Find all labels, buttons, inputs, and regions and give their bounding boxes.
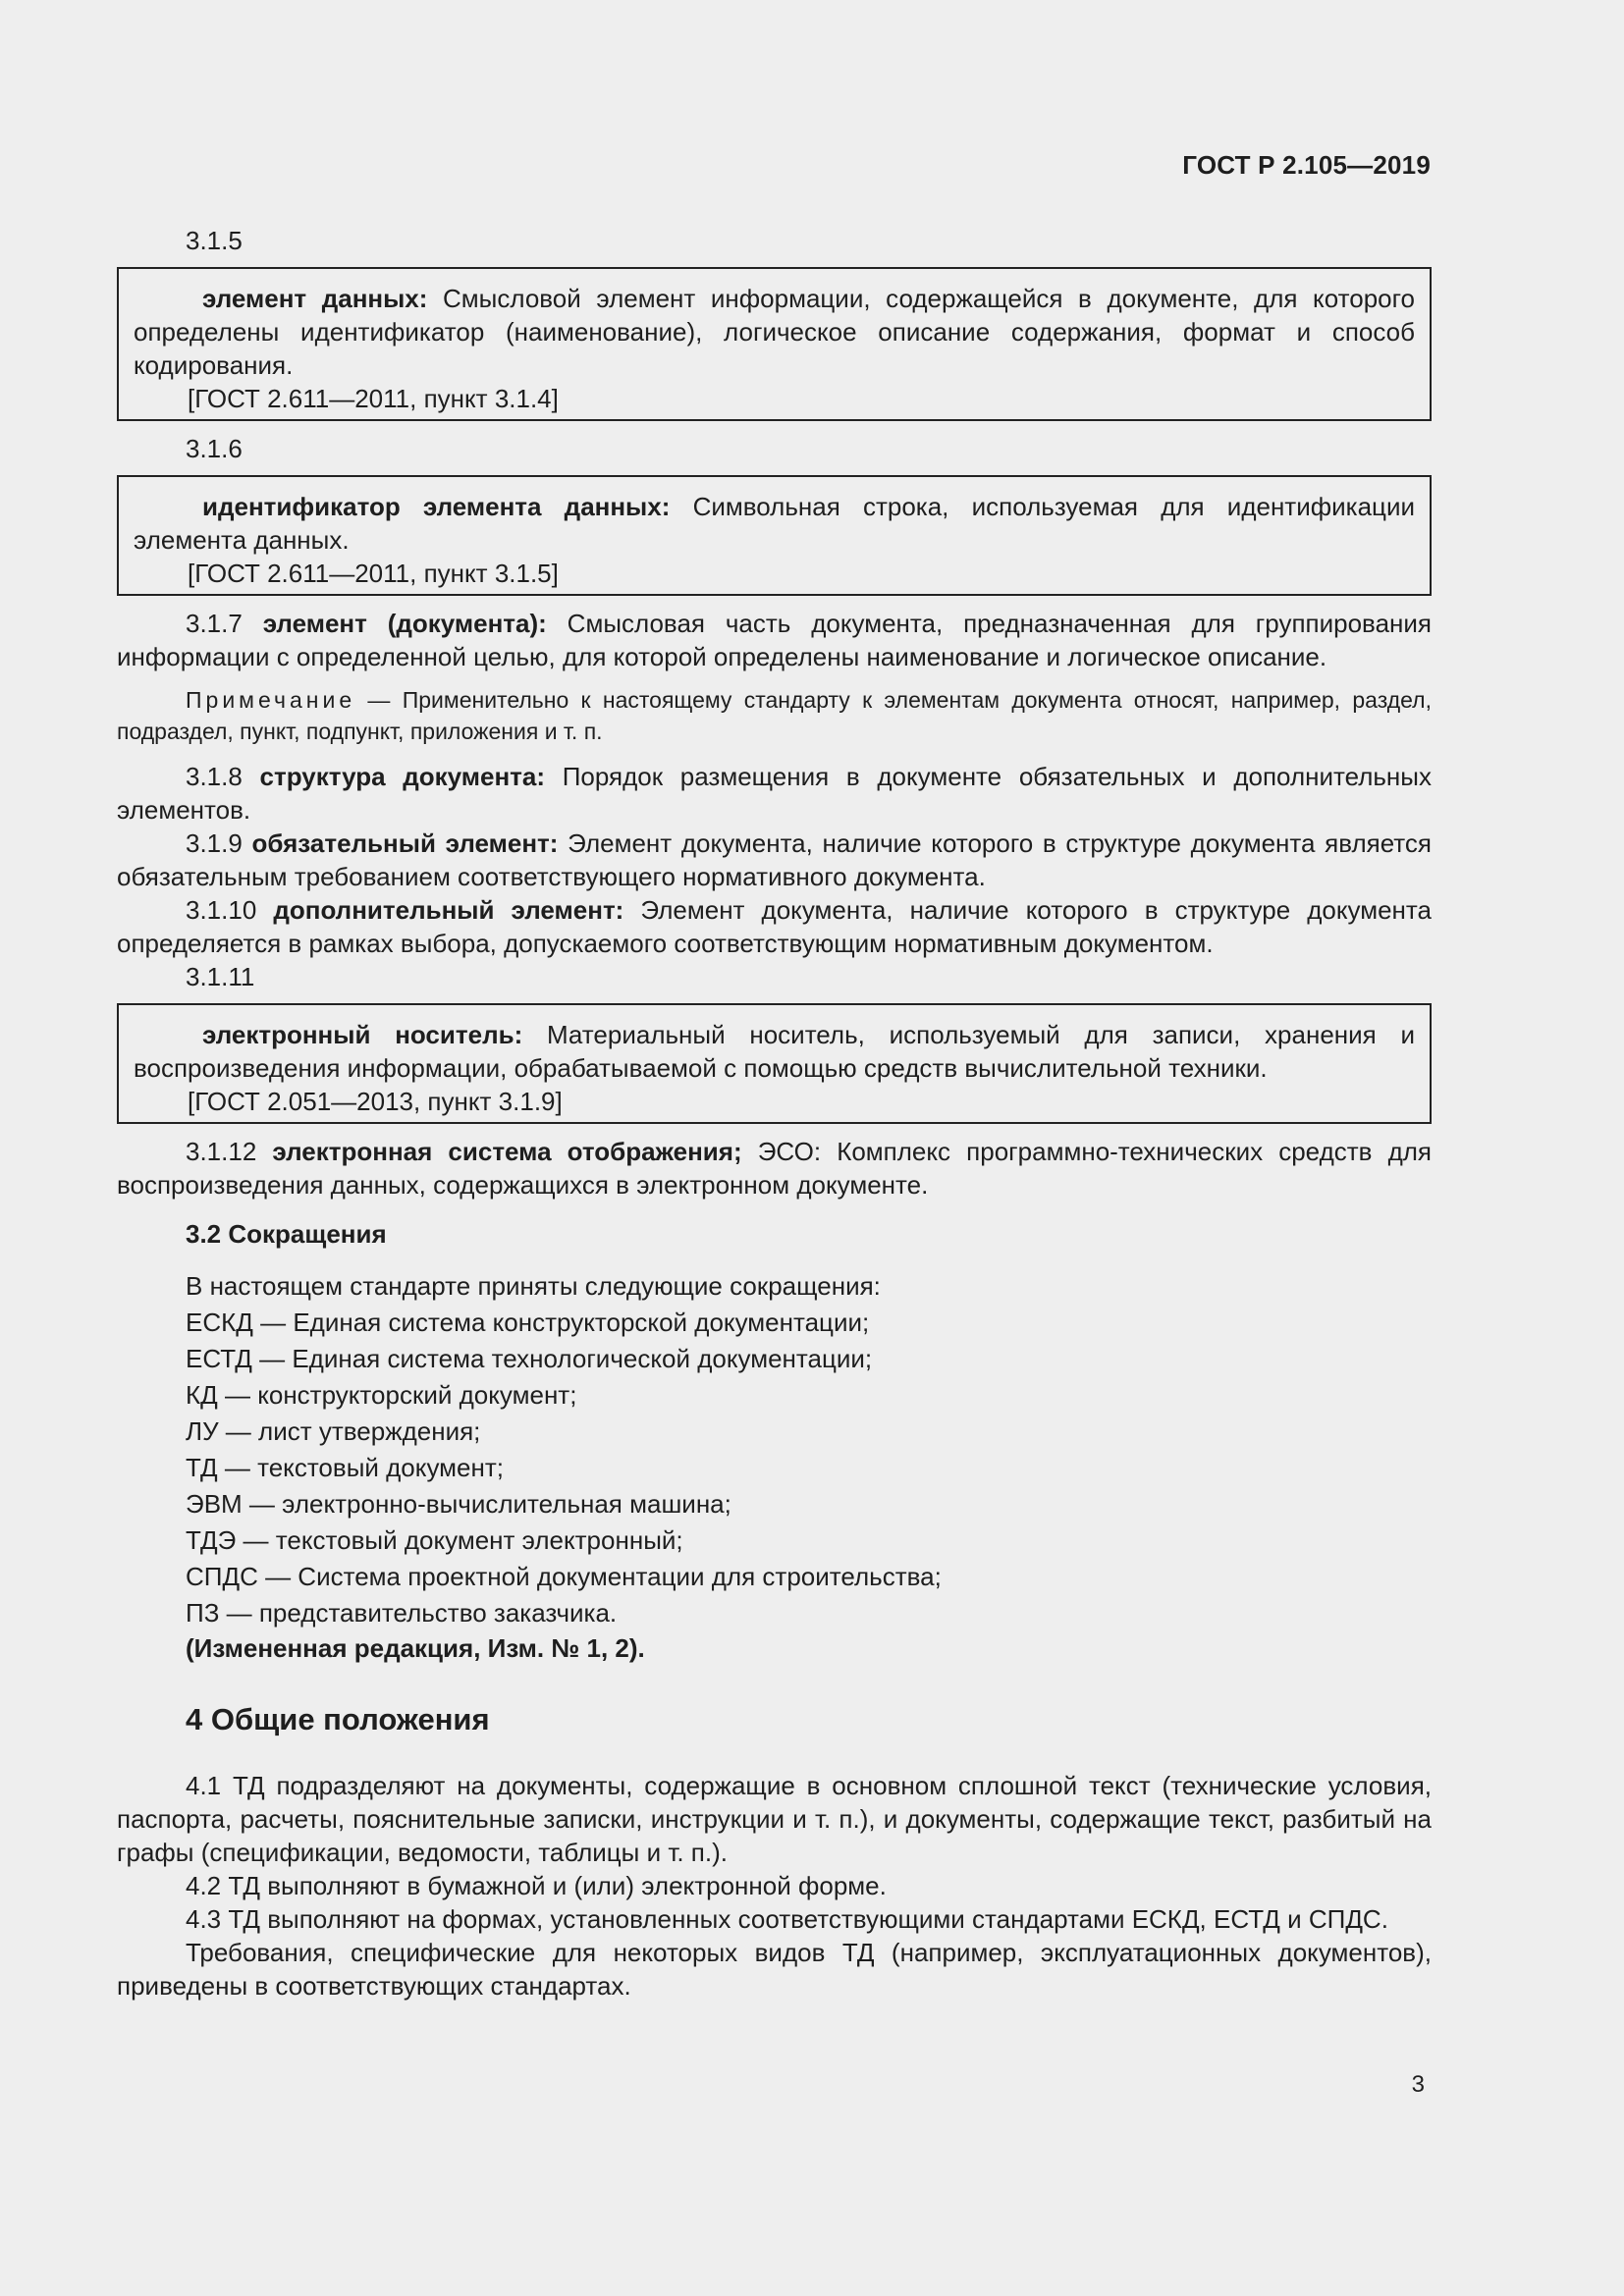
term-text: Смысловая часть документа, предназначенная для группирования информации с определенной целью, для которой определены наименование и логическое описание. [117,609,1432,671]
term-paragraph [117,760,1432,827]
list-item: ЭВМ — электронно-вычислительная машина; [186,1489,731,1519]
term-text: ЭСО: Комплекс программно-технических средств для воспроизведения данных, содержащихся в электронном документе. [117,1137,1432,1200]
term-paragraph [117,607,1432,673]
term-name: дополнительный элемент: [273,895,624,925]
page-number: 3 [1411,2071,1425,2098]
term-name: элемент (документа): [262,609,547,638]
abbreviation-intro: В настоящем стандарте приняты следующие сокращения: [186,1271,881,1301]
term-paragraph [117,893,1432,960]
term-definition-box [117,475,1432,596]
term-definition [134,282,1415,382]
term-reference: [ГОСТ 2.611—2011, пункт 3.1.5] [188,559,559,588]
term-paragraph [117,827,1432,893]
term-reference: [ГОСТ 2.051—2013, пункт 3.1.9] [188,1087,563,1116]
term-number: 3.1.5 [186,226,243,255]
term-name: электронный носитель: [202,1020,523,1049]
paragraph: 4.2 ТД выполняют в бумажной и (или) электронной форме. [186,1871,887,1900]
term-reference: [ГОСТ 2.611—2011, пункт 3.1.4] [188,384,559,413]
list-item: КД — конструкторский документ; [186,1380,577,1410]
term-definition-box [117,1003,1432,1124]
paragraph: 4.1 ТД подразделяют на документы, содержащие в основном сплошной текст (технические условия, паспорта, расчеты, пояснительные записки, инструкции и т. п.), и документы, содержащие текст, разбитый на графы (спецификации, ведомости, таблицы и т. п.). [117,1771,1432,1867]
term-number: 3.1.8 [186,762,260,791]
list-item: ТДЭ — текстовый документ электронный; [186,1525,683,1555]
term-definition [134,1018,1415,1085]
paragraph: 4.3 ТД выполняют на формах, установленных соответствующими стандартами ЕСКД, ЕСТД и СПДС. [186,1904,1388,1934]
section-heading: 4 Общие положения [186,1702,490,1736]
note-paragraph [117,684,1432,747]
amendment-note: (Измененная редакция, Изм. № 1, 2). [186,1633,645,1663]
list-item: ПЗ — представительство заказчика. [186,1598,618,1628]
term-name: электронная система отображения; [272,1137,742,1166]
term-text: Материальный носитель, используемый для записи, хранения и воспроизведения информации, обрабатываемой с помощью средств вычислительной техники. [134,1020,1415,1083]
term-text: Порядок размещения в документе обязательных и дополнительных элементов. [117,762,1432,825]
note-label: Примечание [186,687,356,713]
term-text: Элемент документа, наличие которого в структуре документа определяется в рамках выбора, допускаемого соответствующим нормативным документом. [117,895,1432,958]
list-item: ТД — текстовый документ; [186,1453,504,1482]
term-text: Элемент документа, наличие которого в структуре документа является обязательным требованием соответствующего нормативного документа. [117,828,1432,891]
term-name: обязательный элемент: [251,828,559,858]
list-item: ЕСКД — Единая система конструкторской документации; [186,1308,870,1337]
term-number: 3.1.9 [186,828,252,858]
term-text: Символьная строка, используемая для идентификации элемента данных. [134,492,1415,555]
section-heading: 3.2 Сокращения [186,1219,387,1249]
list-item: ЕСТД — Единая система технологической документации; [186,1344,873,1373]
term-name: элемент данных: [202,284,428,313]
term-name: структура документа: [259,762,546,791]
term-number: 3.1.12 [186,1137,273,1166]
list-item: СПДС — Система проектной документации для строительства; [186,1562,942,1591]
term-number: 3.1.11 [186,962,255,991]
term-definition [134,490,1415,557]
term-definition-box [117,267,1432,421]
note-text: — Применительно к настоящему стандарту к элементам документа относят, например, раздел, подраздел, пункт, подпункт, приложения и т. п. [117,687,1432,744]
paragraph: Требования, специфические для некоторых видов ТД (например, эксплуатационных документов), приведены в соответствующих стандартах. [117,1938,1432,2001]
list-item: ЛУ — лист утверждения; [186,1416,481,1446]
term-text: Смысловой элемент информации, содержащейся в документе, для которого определены идентификатор (наименование), логическое описание содержания, формат и способ кодирования. [134,284,1415,380]
term-number: 3.1.6 [186,434,243,463]
term-paragraph [117,1135,1432,1201]
term-number: 3.1.7 [186,609,263,638]
term-name: идентификатор элемента данных: [202,492,671,521]
abbreviation-list [117,1268,1432,1665]
document-code-header: ГОСТ Р 2.105—2019 [1182,150,1431,180]
page-content [117,224,1432,2002]
term-number: 3.1.10 [186,895,274,925]
